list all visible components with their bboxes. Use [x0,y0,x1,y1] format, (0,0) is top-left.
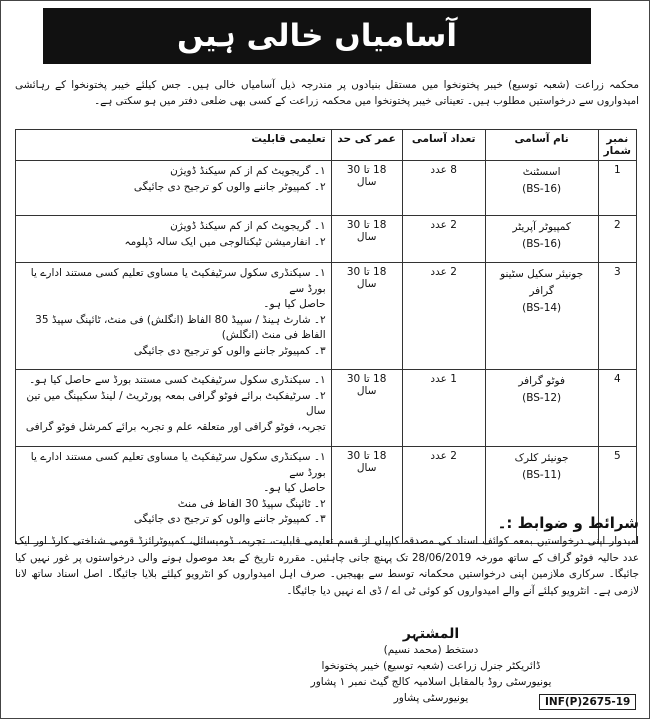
qualification-line: ۲۔ شارٹ ہینڈ / سپیڈ 80 الفاظ (انگلش) فی منٹ، ٹائپنگ سپیڈ 35 [35,313,326,326]
row-age: 18 تا 30 سال [331,216,402,263]
row-post [485,263,598,370]
advertiser-block [301,626,561,706]
post-scale: (BS-11) [522,469,562,481]
header-sno: نمبر شمار [598,130,636,161]
qualification-line: ۲۔ ٹائپنگ سپیڈ 30 الفاظ فی منٹ [177,497,326,510]
qualification-line: تجربہ، فوٹو گرافی اور متعلقہ علم و تجربہ برائے کمرشل فوٹو گرافی [25,420,326,433]
qualification-line: ۲۔ کمپیوٹر جاننے والوں کو ترجیح دی جائیگی [133,180,326,193]
qualification-line: ۱۔ سیکنڈری سکول سرٹیفکیٹ یا مساوی تعلیم کسی مستند ادارے یا بورڈ سے [30,451,326,479]
post-name: فوٹو گرافر [518,375,565,387]
row-sno: 5 [598,447,636,544]
post-name: اسسٹنٹ [522,166,561,178]
post-scale: (BS-16) [522,238,562,250]
header-post: نام آسامی [485,130,598,161]
advertiser-designation: ڈائریکٹر جنرل زراعت (شعبہ توسیع) خیبر پختونخوا [321,660,541,672]
post-name: جونیئر سکیل سٹینو گرافر [500,268,584,297]
row-sno: 3 [598,263,636,370]
row-count: 1 عدد [402,370,485,447]
terms-heading: شرائط و ضوابط :۔ [497,514,639,532]
header-age: عمر کی حد [331,130,402,161]
qualification-line: ۱۔ سیکنڈری سکول سرٹیفکیٹ کسی مستند بورڈ سے حاصل کیا ہو۔ [29,374,326,386]
row-count: 2 عدد [402,263,485,370]
post-name: کمپیوٹر آپریٹر [512,221,571,233]
row-count: 8 عدد [402,161,485,216]
intro-paragraph: محکمہ زراعت (شعبہ توسیع) خیبر پختونخوا میں مستقل بنیادوں پر مندرجہ ذیل آسامیاں خالی ہیں۔ جس کیلئے خیبر پختونخوا کے رہائشی امیدواروں سے درخواستیں مطلوب ہیں۔ تعیناتی خیبر پختونخوا میں محکمہ زراعت کے کسی بھی ضلعی دفتر میں ہو سکتی ہے۔ [15,79,639,107]
row-age: 18 تا 30 سال [331,447,402,544]
table-row [16,263,637,370]
qualification-line: ۱۔ سیکنڈری سکول سرٹیفکیٹ یا مساوی تعلیم کسی مستند ادارے یا بورڈ سے [30,267,326,295]
advertiser-title: المشتہر [402,626,460,642]
row-age: 18 تا 30 سال [331,370,402,447]
row-qualification [16,216,332,263]
row-age: 18 تا 30 سال [331,161,402,216]
row-post [485,370,598,447]
row-qualification [16,370,332,447]
qualification-line: الفاظ فی منٹ (انگلش) [221,329,326,341]
row-post [485,161,598,216]
table-row [16,370,637,447]
qualification-line: ۳۔ کمپیوٹر جاننے والوں کو ترجیح دی جائیگی [133,344,326,357]
row-sno: 2 [598,216,636,263]
row-qualification [16,161,332,216]
vacancies-table [15,129,637,544]
qualification-line: ۳۔ کمپیوٹر جاننے والوں کو ترجیح دی جائیگی [133,513,326,525]
row-sno: 1 [598,161,636,216]
row-count: 2 عدد [402,447,485,544]
row-qualification [16,263,332,370]
reference-number: INF(P)2675-19 [539,694,636,710]
post-scale: (BS-16) [522,183,562,195]
row-qualification [16,447,332,544]
qualification-line: ۱۔ گریجویٹ کم از کم سیکنڈ ڈویژن [170,165,326,177]
qualification-line: حاصل کیا ہو۔ [263,298,326,310]
row-post [485,216,598,263]
qualification-line: حاصل کیا ہو۔ [263,482,326,494]
terms-paragraph: امیدوار اپنی درخواستیں بمعہ کوائف اسناد کی مصدقہ کاپیاں از قسم تعلیمی قابلیت، تجربہ، ڈومیسائل، کمپیوٹرائزڈ قومی شناختی کارڈ اور ایک عدد حالیہ فوٹو گراف کے ساتھ مورخہ 28/06/2019 تک پہنچ جانی چاہئیں۔ مقررہ تاریخ کے بعد موصول ہونے والی درخواستوں پر غور نہیں کیا جائیگا۔ سرکاری ملازمین اپنی درخواستیں محکمانہ توسط سے بھیجیں۔ صرف اہل امیدواروں کو انٹرویو کیلئے بلایا جائیگا۔ اصل اسناد ساتھ لانا لازمی ہے۔ انٹرویو کیلئے آنے والے امیدواروں کو کوئی ٹی اے / ڈی اے نہیں دیا جائیگا۔ [15,535,639,597]
vacancies-banner [43,8,591,64]
header-count: تعداد آسامی [402,130,485,161]
header-qualification: تعلیمی قابلیت [16,130,332,161]
row-age: 18 تا 30 سال [331,263,402,370]
banner-title: آسامیاں خالی ہیں [177,18,457,54]
qualification-line: ۱۔ گریجویٹ کم از کم سیکنڈ ڈویژن [170,220,326,232]
advertiser-signature: دستخط (محمد نسیم) [383,644,479,656]
table-row [16,161,637,216]
post-scale: (BS-14) [522,302,562,314]
qualification-line: ۲۔ انفارمیشن ٹیکنالوجی میں ایک سالہ ڈپلومہ [124,235,326,248]
advertiser-address: یونیورسٹی روڈ بالمقابل اسلامیہ کالج گیٹ نمبر ۱ پشاور یونیورسٹی پشاور [310,676,552,704]
qualification-line: ۲۔ سرٹیفکیٹ برائے فوٹو گرافی بمعہ پورٹریٹ / لینڈ سکیپنگ میں تین سال [26,389,326,417]
row-count: 2 عدد [402,216,485,263]
table-header-row [16,130,637,161]
table-row [16,216,637,263]
post-scale: (BS-12) [522,392,562,404]
post-name: جونیئر کلرک [514,452,569,464]
row-sno: 4 [598,370,636,447]
